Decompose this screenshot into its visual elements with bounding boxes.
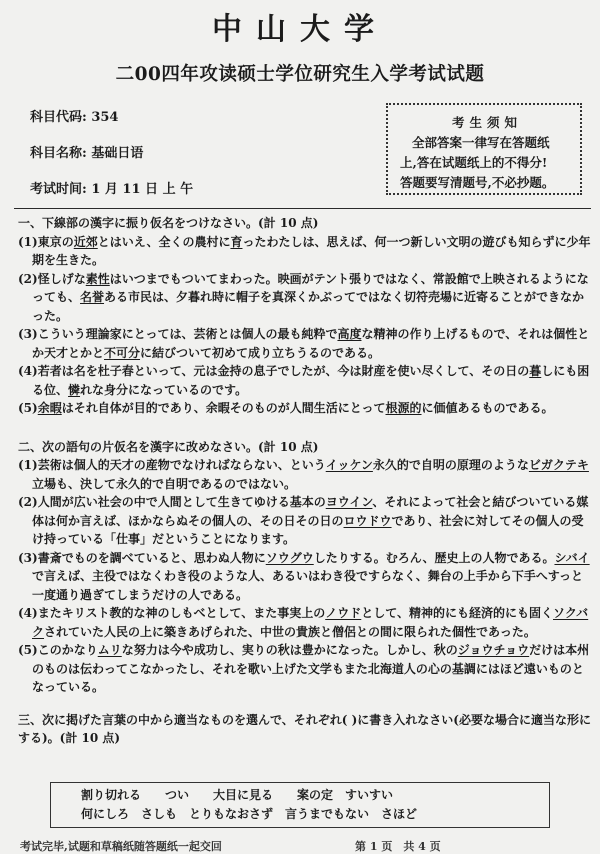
- underlined-term: 不可分: [104, 345, 141, 360]
- word-choices-row-1: 割り切れる つい 大目に見る 案の定 すいすい: [81, 788, 394, 802]
- underlined-term: 素性: [85, 271, 110, 286]
- underlined-term: イッケン: [325, 458, 373, 472]
- section-1-items: [18, 233, 594, 418]
- item-text: ったわたしは、思えば、何一つ新しい文明の遊びも知らずに少年期を生きた。: [32, 234, 591, 267]
- item-text: ある市民は、夕暮れ時に帽子を真深くかぶってではなく切符売場に近寄ることができなかった。: [32, 290, 585, 323]
- section-2-item-2: [18, 493, 594, 549]
- university-name: 中山大学: [212, 12, 388, 47]
- underlined-term: 高度: [337, 327, 362, 341]
- underlined-term: 近郊: [73, 234, 98, 249]
- exam-title: 二00四年攻读硕士学位研究生入学考试试题: [115, 64, 485, 85]
- section-1-item-1: [18, 233, 594, 270]
- item-text: (4)若者は名を杜子春といって、元は金持の息子でしたが、今は財産を使い尽くして、その日の: [18, 364, 530, 378]
- item-text: れな身分になっているのです。: [80, 382, 248, 397]
- page-number: 第 1 页 共 4 页: [355, 840, 441, 853]
- item-text: されていた人民の上に築きあげられた、中世の貴族と僧侶との間に限られた個性であった。: [44, 624, 536, 639]
- item-text: であり、社会に対してその個人の受け持っている「仕事」だということになります。: [32, 513, 584, 546]
- item-text: な精神の作り上げるもので、それは個性とか天才とかと: [32, 327, 590, 360]
- section-1-heading: 一、下線部の漢字に振り仮名をつけなさい。(計 10 点): [18, 216, 319, 230]
- item-text: (5): [18, 401, 38, 415]
- header-divider: [14, 208, 591, 209]
- item-text: で言えば、主役ではなくわき役のような人、あるいはわき役ですらなく、舞台の上手から下手へすっと一度通り過ぎてしまうだけの人である。: [32, 569, 584, 602]
- underlined-term: 憐: [68, 382, 81, 397]
- underlined-term: 名誉: [80, 290, 105, 304]
- item-text: (3)こういう理論家にとっては、芸術とは個人の最も純粋で: [18, 327, 338, 341]
- item-text: (5)このかなり: [18, 643, 98, 657]
- item-text: (3)書斎でものを調べていると、思わぬ人物に: [18, 550, 266, 565]
- underlined-term: ジョウチョウ: [457, 643, 530, 657]
- word-choices-row-2: 何にしろ さしも とりもなおさず 言うまでもない さほど: [81, 807, 418, 821]
- item-text: しにも困る位、: [32, 364, 590, 397]
- notice-line-1: 全部答案一律写在答题纸: [412, 135, 550, 150]
- underlined-term: ヨウイン: [325, 495, 373, 509]
- notice-line-2: 上,答在试题纸上的不得分!: [400, 155, 548, 170]
- underlined-term: 暮: [529, 364, 542, 378]
- underlined-term: 根源的: [385, 401, 422, 415]
- item-text: (1)東京の: [18, 234, 74, 249]
- section-2-item-5: [18, 641, 594, 697]
- underlined-term: ビガクテキ: [528, 458, 589, 472]
- item-text: に価値あるものである。: [421, 401, 554, 415]
- item-text: 、それによって社会と結びついている媒体は何か言えば、ほかならぬその個人の、その日その日の: [32, 495, 589, 528]
- section-2-item-4: [18, 604, 594, 641]
- section-1-item-3: [18, 325, 594, 362]
- question-body: [18, 214, 594, 748]
- section-2-heading: 二、次の語句の片仮名を漢字に改めなさい。(計 10 点): [18, 439, 319, 454]
- section-2-items: [18, 456, 594, 697]
- item-text: はいつまでもついてまわった。映画がテント張りではなく、常設館で上映されるようになっても、: [32, 271, 589, 304]
- section-1-item-4: [18, 362, 594, 399]
- underlined-term: シバイ: [554, 550, 590, 565]
- underlined-term: 余暇: [37, 401, 62, 415]
- item-text: したりする。むろん、歴史上の人物である。: [313, 550, 555, 565]
- section-3-heading: 三、次に掲げた言葉の中から適当なものを選んで、それぞれ( )に書き入れなさい(必要な場合に適当な形にする)。(計 10 点): [18, 712, 591, 745]
- item-text: とはいえ、全くの農村に: [97, 234, 231, 249]
- subject-name: 科目名称: 基础日语: [30, 146, 144, 161]
- item-text: (4)またキリスト教的な神のしもべとして、また事実上の: [18, 606, 326, 620]
- item-text: はそれ自体が目的であり、余暇そのものが人間生活にとって: [61, 401, 386, 415]
- word-choice-box: [50, 782, 550, 828]
- underlined-term: ノウド: [325, 606, 362, 620]
- item-text: (1)芸術は個人的天才の産物でなければならない、という: [18, 458, 326, 472]
- exam-time: 考试时间: 1 月 11 日 上 午: [30, 182, 194, 197]
- item-text: (2)怪しげな: [18, 271, 86, 286]
- item-text: に結びついて初めて成り立ちうるのである。: [140, 345, 381, 360]
- exam-notice-box: [386, 103, 582, 195]
- footer-note: 考试完毕,试题和草稿纸随答题纸一起交回: [20, 840, 222, 853]
- section-2-item-1: [18, 456, 594, 493]
- underlined-term: ロウドウ: [343, 513, 392, 528]
- underlined-term: ソクバク: [32, 606, 589, 639]
- item-text: な努力は今や成功し、実りの秋は豊かになった。しかし、秋の: [121, 643, 458, 657]
- underlined-term: ソウグウ: [265, 550, 314, 565]
- item-text: (2)人間が広い社会の中で人間として生きてゆける基本の: [18, 495, 326, 509]
- underlined-term: ムリ: [97, 643, 122, 657]
- section-1-item-2: [18, 270, 594, 326]
- subject-code: 科目代码: 354: [30, 110, 119, 125]
- item-text: 永久的で自明の原理のような: [372, 458, 529, 472]
- notice-heading: 考生须知: [451, 115, 522, 130]
- item-text: だけは本州のものは伝わってこなかったし、それを歌い上げた文学もまた北海道人の心の基調にはほど遠いものとなっている。: [32, 643, 590, 694]
- notice-line-3: 答题要写清题号,不必抄题。: [400, 175, 555, 190]
- underlined-term: 育: [230, 234, 243, 249]
- item-text: 立場も、決して永久的で自明であるのではない。: [32, 476, 297, 491]
- section-2-item-3: [18, 549, 594, 605]
- section-1-item-5: [18, 399, 594, 418]
- item-text: として、精神的にも経済的にも固く: [361, 606, 554, 620]
